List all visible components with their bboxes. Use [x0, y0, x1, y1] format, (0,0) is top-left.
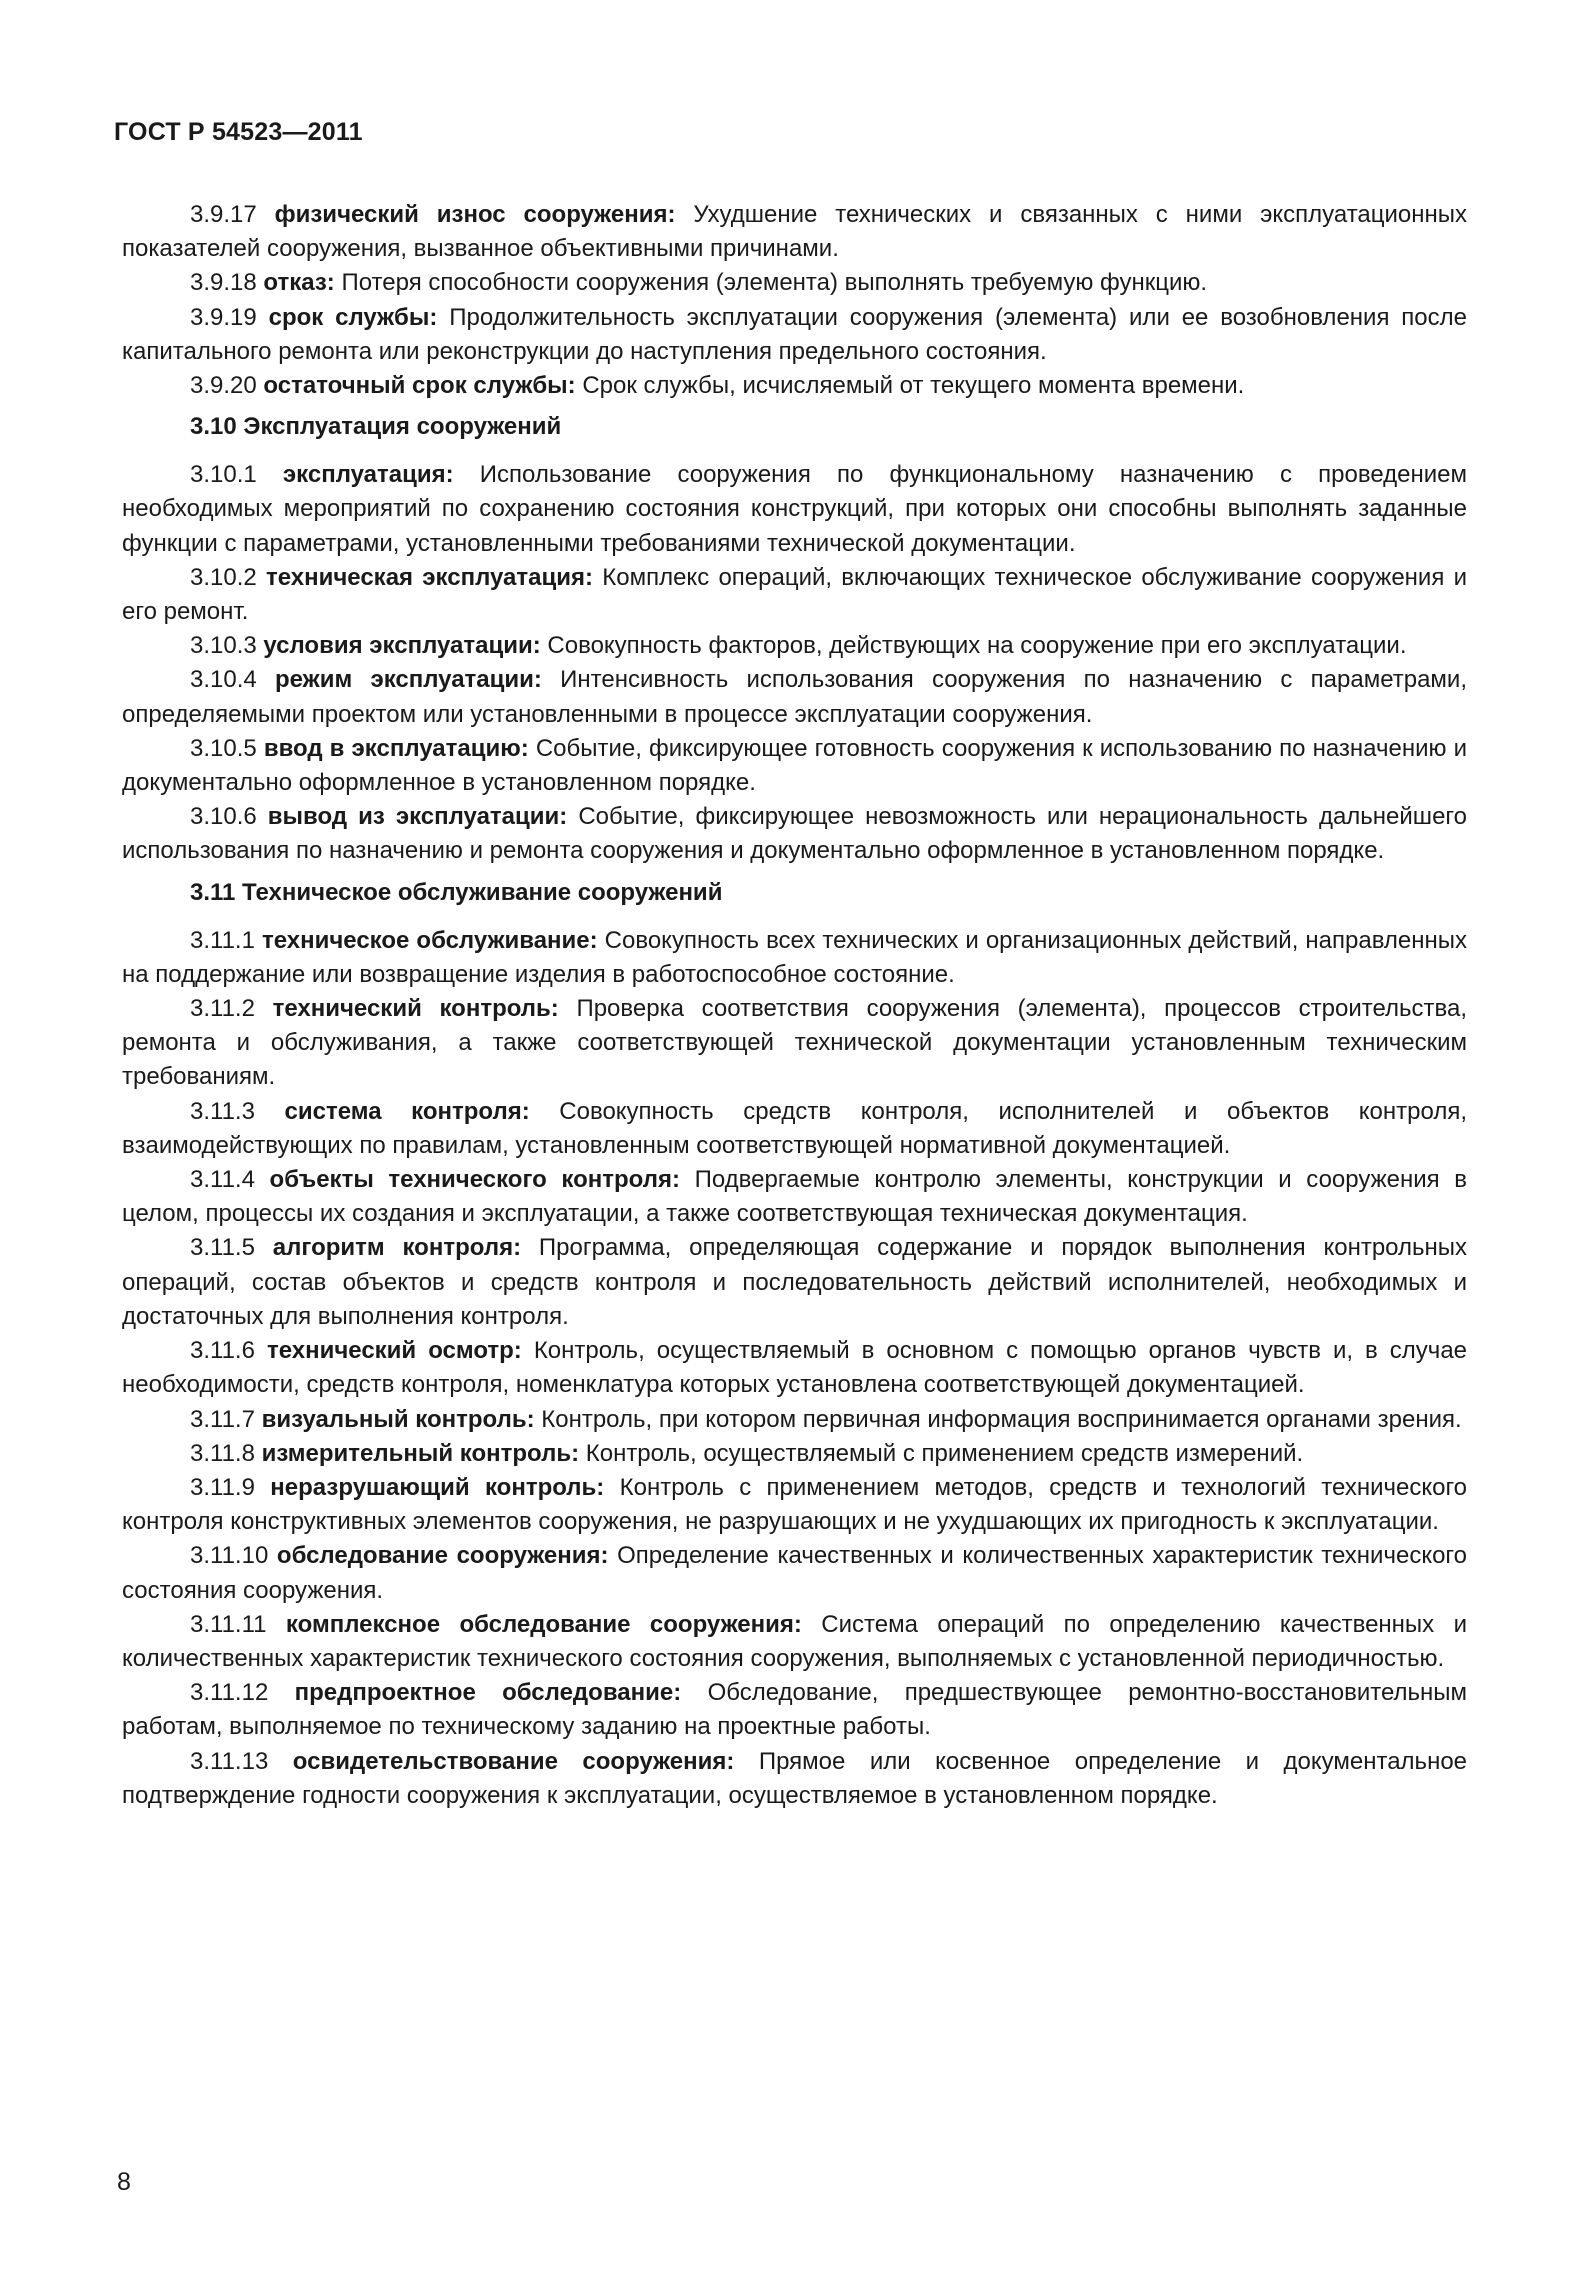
term-name: условия эксплуатации:	[263, 632, 541, 660]
term-text: Прямое или косвенное определение и документальное подтверждение годности сооружения к эксплуатации, осуществляемое в установленном порядке.	[122, 1747, 1468, 1809]
term-number: 3.11.6	[190, 1337, 255, 1365]
term-number: 3.10.3	[190, 632, 257, 660]
term-text: Контроль, осуществляемый в основном с помощью органов чувств и, в случае необходимости, средств контроля, номенклатура которых установлена соответствующей документацией.	[122, 1337, 1468, 1399]
term-text: Срок службы, исчисляемый от текущего момента времени.	[582, 372, 1245, 400]
term-number: 3.10.6	[190, 803, 257, 831]
term-definition	[122, 458, 1467, 561]
term-definition	[122, 992, 1467, 1095]
term-name: технический осмотр:	[266, 1337, 522, 1365]
term-definition	[122, 924, 1467, 992]
term-text: Обследование, предшествующее ремонтно-восстановительным работам, выполняемое по техническому заданию на проектные работы.	[122, 1679, 1468, 1741]
term-definition	[122, 1471, 1467, 1539]
term-number: 3.11.12	[190, 1679, 269, 1707]
term-definition	[122, 1231, 1467, 1334]
term-name: срок службы:	[268, 303, 438, 331]
term-name: вывод из эксплуатации:	[267, 803, 568, 831]
document-id: ГОСТ Р 54523—2011	[114, 118, 363, 146]
term-text: Контроль, при котором первичная информация воспринимается органами зрения.	[541, 1405, 1462, 1433]
section-heading: 3.10 Эксплуатация сооружений	[190, 413, 562, 441]
document-body	[122, 198, 1467, 1813]
term-definition	[122, 1608, 1467, 1676]
term-name: предпроектное обследование:	[294, 1679, 682, 1707]
term-name: техническая эксплуатация:	[265, 563, 593, 591]
term-definition	[122, 1676, 1467, 1744]
term-name: система контроля:	[284, 1097, 530, 1125]
term-text: Ухудшение технических и связанных с ними эксплуатационных показателей сооружения, вызванное объективными причинами.	[122, 201, 1468, 263]
term-text: Совокупность средств контроля, исполнителей и объектов контроля, взаимодействующих по правилам, установленным соответствующей нормативной документацией.	[122, 1097, 1467, 1159]
term-text: Определение качественных и количественных характеристик технического состояния сооружения.	[122, 1542, 1468, 1604]
term-text: Подвергаемые контролю элементы, конструкции и сооружения в целом, процессы их создания и эксплуатации, а также соответствующая техническая документация.	[122, 1166, 1468, 1228]
term-name: комплексное обследование сооружения:	[285, 1610, 802, 1638]
term-name: эксплуатация:	[282, 461, 454, 489]
page-number: 8	[117, 2168, 131, 2196]
term-definition	[122, 561, 1467, 629]
term-text: Контроль с применением методов, средств и технологий технического контроля конструктивных элементов сооружения, не разрушающих и не ухудшающих их пригодность к эксплуатации.	[122, 1473, 1468, 1536]
term-number: 3.11.7	[190, 1405, 255, 1433]
term-definition	[122, 1745, 1467, 1813]
term-name: алгоритм контроля:	[272, 1234, 522, 1262]
term-number: 3.11.3	[190, 1097, 255, 1125]
term-text: Событие, фиксирующее готовность сооружения к использованию по назначению и документально оформленное в установленном порядке.	[122, 734, 1468, 797]
term-definition	[122, 663, 1467, 731]
term-number: 3.11.11	[190, 1610, 267, 1638]
term-name: ввод в эксплуатацию:	[263, 734, 529, 762]
term-number: 3.10.4	[190, 666, 257, 694]
term-text: Программа, определяющая содержание и порядок выполнения контрольных операций, состав объектов и средств контроля и последовательность действий исполнителей, необходимых и достаточных для выполнения контроля.	[122, 1234, 1467, 1330]
term-number: 3.11.10	[190, 1542, 269, 1570]
term-number: 3.9.19	[190, 303, 257, 331]
term-name: визуальный контроль:	[261, 1405, 535, 1433]
term-number: 3.10.2	[190, 563, 257, 591]
term-number: 3.10.1	[190, 461, 257, 489]
term-name: физический износ сооружения:	[274, 201, 676, 228]
term-text: Событие, фиксирующее невозможность или нерациональность дальнейшего использования по назначению и ремонта сооружения и документально оформленное в установленном порядке.	[122, 803, 1467, 865]
term-name: освидетельствование сооружения:	[292, 1747, 735, 1775]
term-number: 3.11.1	[190, 926, 255, 954]
term-definition	[122, 1095, 1467, 1163]
term-text: Потеря способности сооружения (элемента) выполнять требуемую функцию.	[341, 269, 1208, 297]
term-definition	[122, 369, 1467, 403]
term-number: 3.9.20	[190, 372, 257, 400]
section-heading: 3.11 Техническое обслуживание сооружений	[190, 878, 723, 906]
term-name: остаточный срок службы:	[263, 372, 576, 400]
term-text: Комплекс операций, включающих техническое обслуживание сооружения и его ремонт.	[122, 563, 1467, 626]
term-number: 3.10.5	[190, 734, 257, 762]
term-name: режим эксплуатации:	[274, 666, 542, 694]
term-definition	[122, 732, 1467, 800]
term-name: неразрушающий контроль:	[270, 1473, 605, 1501]
term-number: 3.11.9	[190, 1473, 255, 1501]
term-definition	[122, 301, 1467, 369]
term-definition	[122, 1334, 1467, 1402]
term-number: 3.11.5	[190, 1234, 255, 1262]
term-number: 3.11.13	[190, 1747, 269, 1775]
term-definition	[122, 1437, 1467, 1471]
term-definition	[122, 266, 1467, 300]
term-definition	[122, 629, 1467, 663]
term-name: объекты технического контроля:	[269, 1166, 680, 1194]
term-definition	[122, 1539, 1467, 1607]
term-name: обследование сооружения:	[276, 1542, 609, 1570]
term-name: отказ:	[263, 269, 335, 297]
term-definition	[122, 800, 1467, 868]
term-number: 3.9.18	[190, 269, 257, 297]
term-text: Использование сооружения по функциональному назначению с проведением необходимых мероприятий по сохранению состояния конструкций, при которых они способны выполнять заданные функции с параметрами, установленными требованиями технической документации.	[122, 461, 1467, 557]
term-number: 3.9.17	[190, 201, 257, 228]
term-text: Совокупность всех технических и организационных действий, направленных на поддержание или возвращение изделия в работоспособное состояние.	[122, 926, 1467, 988]
term-text: Проверка соответствия сооружения (элемента), процессов строительства, ремонта и обслуживания, а также соответствующей технической документации установленным техническим требованиям.	[122, 995, 1468, 1091]
term-definition	[122, 1403, 1467, 1437]
term-text: Продолжительность эксплуатации сооружения (элемента) или ее возобновления после капитального ремонта или реконструкции до наступления предельного состояния.	[122, 303, 1467, 365]
term-definition	[122, 1163, 1467, 1231]
term-text: Система операций по определению качественных и количественных характеристик технического состояния сооружения, выполняемых с установленной периодичностью.	[122, 1610, 1467, 1672]
term-number: 3.11.4	[190, 1166, 255, 1194]
term-text: Совокупность факторов, действующих на сооружение при его эксплуатации.	[547, 632, 1407, 660]
term-number: 3.11.8	[190, 1439, 255, 1467]
term-name: измерительный контроль:	[261, 1439, 580, 1467]
term-number: 3.11.2	[190, 995, 255, 1023]
term-name: технический контроль:	[272, 995, 559, 1023]
term-name: техническое обслуживание:	[261, 926, 598, 954]
term-text: Интенсивность использования сооружения по назначению с параметрами, определяемыми проектом или установленными в процессе эксплуатации сооружения.	[122, 666, 1467, 728]
term-text: Контроль, осуществляемый с применением средств измерений.	[585, 1439, 1304, 1467]
term-definition	[122, 198, 1467, 266]
